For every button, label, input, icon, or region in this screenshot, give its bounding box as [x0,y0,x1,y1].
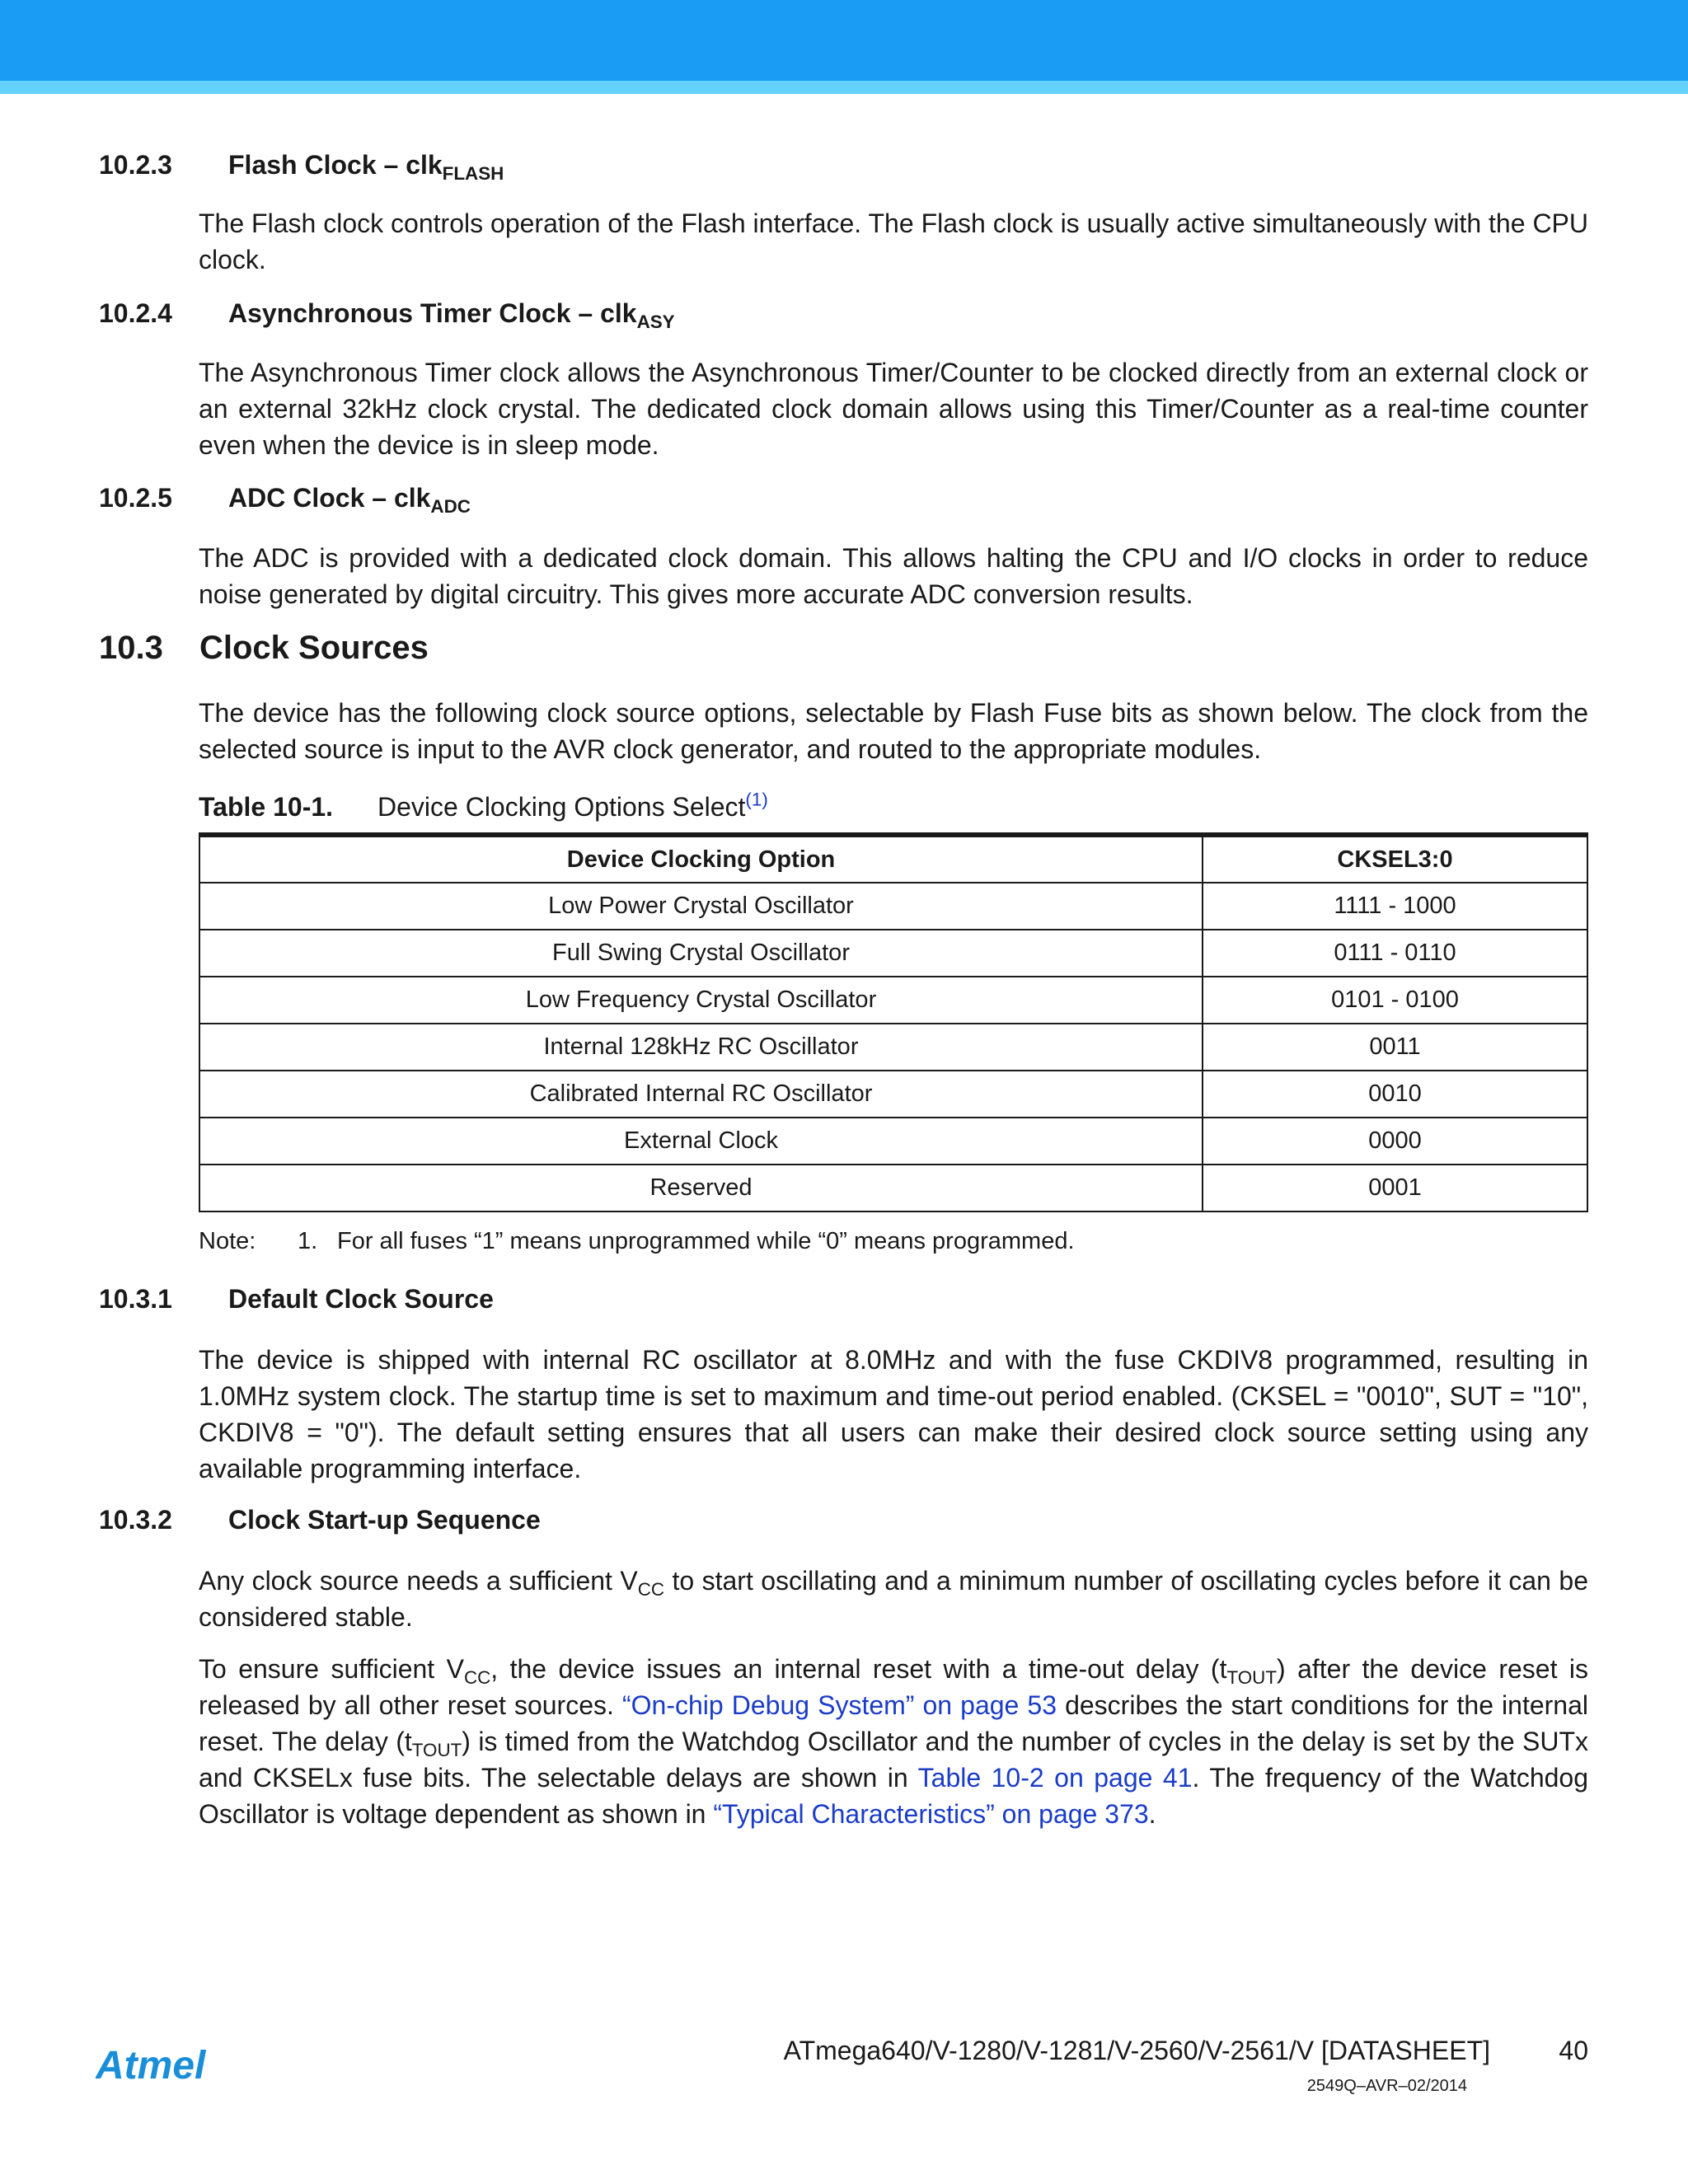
table-cell: External Clock [199,1118,1203,1165]
section-number: 10.3.2 [99,1505,172,1535]
header-bar [0,0,1688,81]
table-caption [199,789,768,825]
table-row [199,1071,1587,1118]
link-on-chip-debug[interactable]: “On-chip Debug System” on page 53 [621,1690,1057,1720]
table-cell: Reserved [199,1165,1203,1212]
table-header-cell: Device Clocking Option [199,835,1203,883]
paragraph-startup-1: Any clock source needs a sufficient $V_{CC}$ to start oscillating and a minimum number of oscillating cycles before it can be considered stable. [199,1566,1588,1632]
section-number: 10.2.4 [99,298,172,328]
section-number: 10.3.1 [99,1284,172,1314]
table-cell: Full Swing Crystal Oscillator [199,930,1203,977]
paragraph-startup-2: To ensure sufficient $V_{CC}$, the device issues an internal reset with a time-out delay $(t_{TOUT})$ after the device reset is released by all other reset sources. “On-chip Debug System” on page 53 describes the start conditions for the internal reset. The delay $(t_{TOUT})$ is timed from the Watchdog Oscillator and the number of cycles in the delay is set by the SUTx and CKSELx fuse bits. The selectable delays are shown in Table 10-2 on page 41. The frequency of the Watchdog Oscillator is voltage dependent as shown in “Typical Characteristics” on page 373. [199,1654,1589,1829]
table-cell: 0001 [1203,1165,1587,1212]
atmel-logo [96,2042,244,2092]
table-row [199,977,1587,1024]
section-title: Clock Sources [199,630,429,666]
table-caption-title: Device Clocking Options Select$^{(1)}$ [377,789,768,822]
note-number: 1. [298,1228,318,1254]
section-title: Asynchronous Timer Clock – clk$_{ASY}$ [228,298,675,333]
table-row [199,1024,1587,1071]
table-cell: 0010 [1203,1071,1587,1118]
section-title: Flash Clock – clk$_{FLASH}$ [228,150,504,185]
section-number: 10.3 [99,630,163,666]
table-row [199,883,1587,930]
link-typical-characteristics[interactable]: “Typical Characteristics” on page 373 [713,1799,1149,1829]
clocking-options-table [199,832,1588,1212]
table-note [199,1225,1075,1258]
table-cell: Low Power Crystal Oscillator [199,883,1203,930]
table-cell: 0000 [1203,1118,1587,1165]
paragraph-clock-sources: The device has the following clock source options, selectable by Flash Fuse bits as shown below. The clock from the selected source is input to the AVR clock generator, and routed to the appropriate modules. [199,698,1588,764]
footer-doc-title: ATmega640/V-1280/V-1281/V-2560/V-2561/V [DATASHEET] [783,2036,1490,2065]
table-cell: Low Frequency Crystal Oscillator [199,977,1203,1024]
section-number: 10.2.5 [99,483,172,513]
note-text: For all fuses “1” means unprogrammed while “0” means programmed. [337,1228,1075,1254]
table-row [199,1118,1587,1165]
footer-page-number: 40 [1559,2036,1588,2065]
link-table-10-2[interactable]: Table 10-2 on page 41 [917,1763,1193,1793]
svg-text:Atmel: Atmel [96,2044,206,2088]
section-title: Clock Start-up Sequence [228,1505,541,1535]
table-row [199,930,1587,977]
table-header-row [199,835,1587,883]
table-cell: 0101 - 0100 [1203,977,1587,1024]
table-cell: 1111 - 1000 [1203,883,1587,930]
table-header-cell: CKSEL3:0 [1203,835,1587,883]
section-title: Default Clock Source [228,1284,494,1314]
paragraph-async-timer-clock: The Asynchronous Timer clock allows the Asynchronous Timer/Counter to be clocked directly from an external clock or an external 32kHz clock crystal. The dedicated clock domain allows using this Timer/Counter as a real-time counter even when the device is in sleep mode. [199,358,1588,460]
note-label: Note: [199,1228,256,1254]
table-cell: 0111 - 0110 [1203,930,1587,977]
table-row [199,1165,1587,1212]
section-number: 10.2.3 [99,150,172,180]
footer-doc-code: 2549Q–AVR–02/2014 [1306,2077,1467,2095]
table-caption-label: Table 10-1. [199,792,334,822]
table-cell: Calibrated Internal RC Oscillator [199,1071,1203,1118]
section-title: ADC Clock – clk$_{ADC}$ [228,483,471,518]
paragraph-adc-clock: The ADC is provided with a dedicated clock domain. This allows halting the CPU and I/O clocks in order to reduce noise generated by digital circuitry. This gives more accurate ADC conversion results. [199,543,1588,609]
footnote-ref-link[interactable]: (1) [745,789,768,810]
paragraph-default-clock-source: The device is shipped with internal RC oscillator at 8.0MHz and with the fuse CKDIV8 programmed, resulting in 1.0MHz system clock. The startup time is set to maximum and time-out period enabled. (CKSEL = "0010", SUT = "10", CKDIV8 = "0"). The default setting ensures that all users can make their desired clock source setting using any available programming interface. [199,1345,1588,1483]
paragraph-flash-clock: The Flash clock controls operation of the Flash interface. The Flash clock is usually active simultaneously with the CPU clock. [199,209,1588,274]
table-cell: 0011 [1203,1024,1587,1071]
table-cell: Internal 128kHz RC Oscillator [199,1024,1203,1071]
header-stripe [0,81,1688,94]
